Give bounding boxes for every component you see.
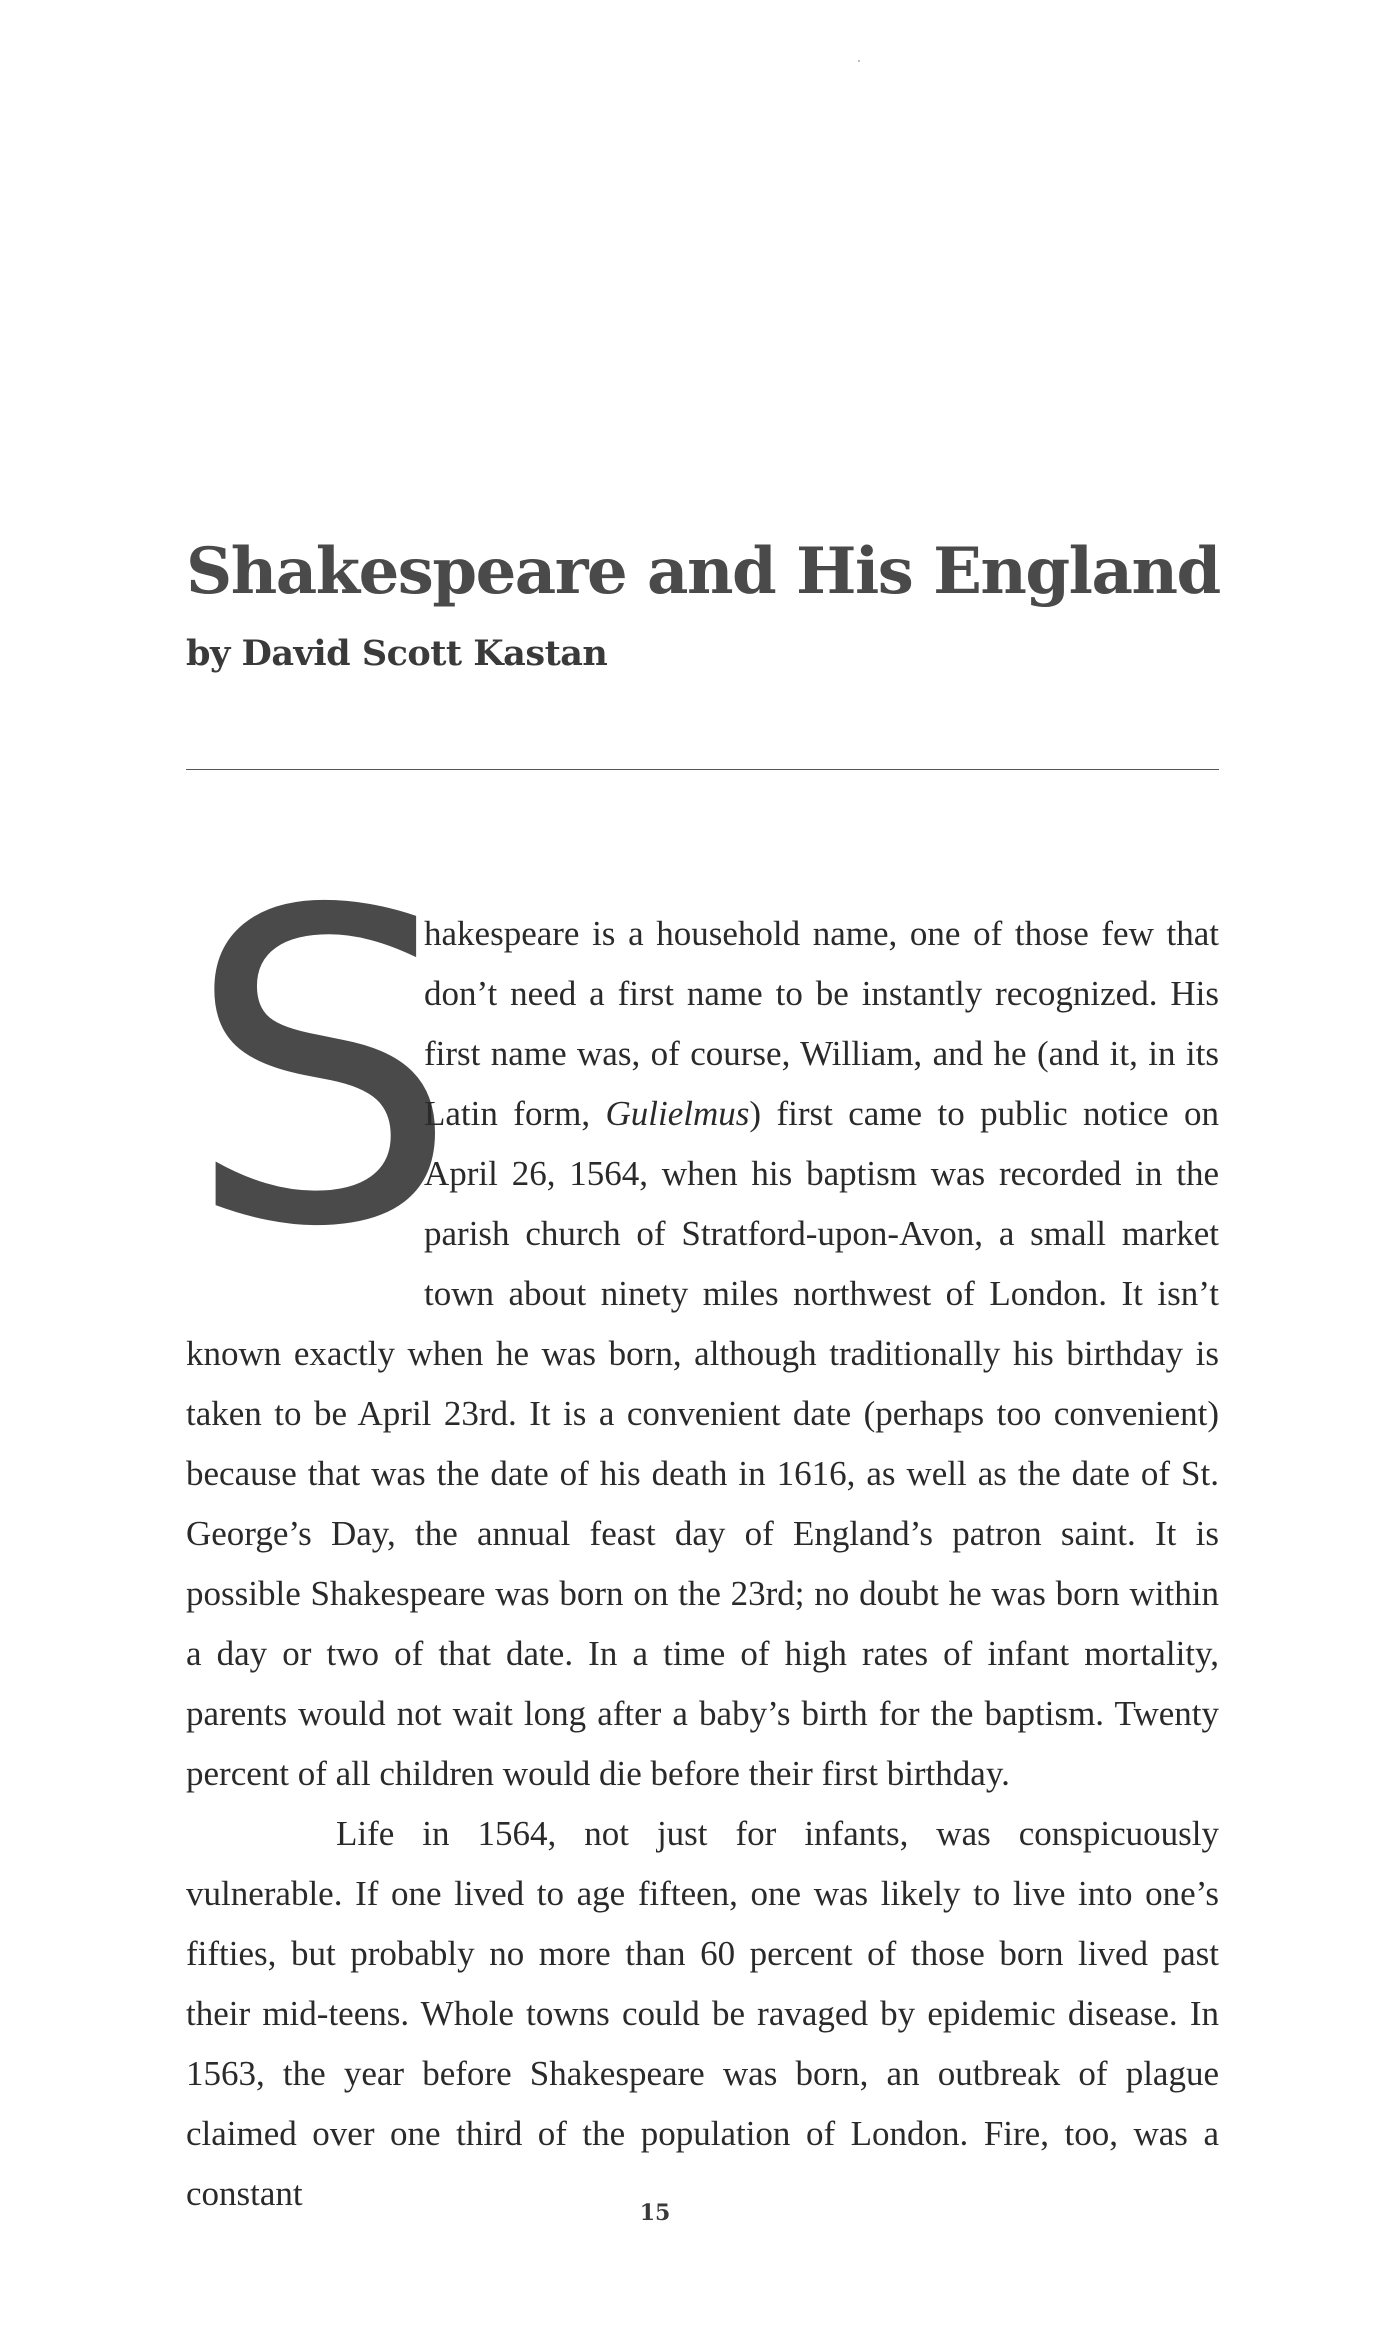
author-byline: by David Scott Kastan (186, 633, 608, 674)
body-text (186, 821, 1219, 2224)
paragraph-1: hakespeare is a household name, one of those few that don’t need a first name to be instantly recognized. His first name was, of course, William, and he (and it, in its Latin form, Gulielmus) first came to public notice on April 26, 1564, when his baptism was recorded in the parish church of Stratford-upon-Avon, a small market town about ninety miles northwest of London. It isn’t known exactly when he was born, although traditionally his birthday is taken to be April 23rd. It is a convenient date (perhaps too convenient) because that was the date of his death in 1616, as well as the date of St. George’s Day, the annual feast day of England’s patron saint. It is possible Shakespeare was born on the 23rd; no doubt he was born within a day or two of that date. In a time of high rates of infant mortality, parents would not wait long after a baby’s birth for the baptism. Twenty percent of all children would die before their first birthday. (186, 914, 1219, 1793)
latin-name: Gulielmus (605, 1094, 750, 1133)
page-number: 15 (639, 2200, 671, 2226)
drop-cap: S (186, 821, 459, 1321)
paragraph-2: Life in 1564, not just for infants, was conspicuously vulnerable. If one lived to age fifteen, one was likely to live into one’s fifties, but probably no more than 60 percent of those born lived past their mid-teens. Whole towns could be ravaged by epidemic disease. In 1563, the year before Shakespeare was born, an outbreak of plague claimed over one third of the population of London. Fire, too, was a constant (186, 1814, 1219, 2213)
scan-speck (858, 60, 860, 62)
chapter-title: Shakespeare and His England (186, 534, 1220, 609)
title-divider (186, 769, 1219, 770)
